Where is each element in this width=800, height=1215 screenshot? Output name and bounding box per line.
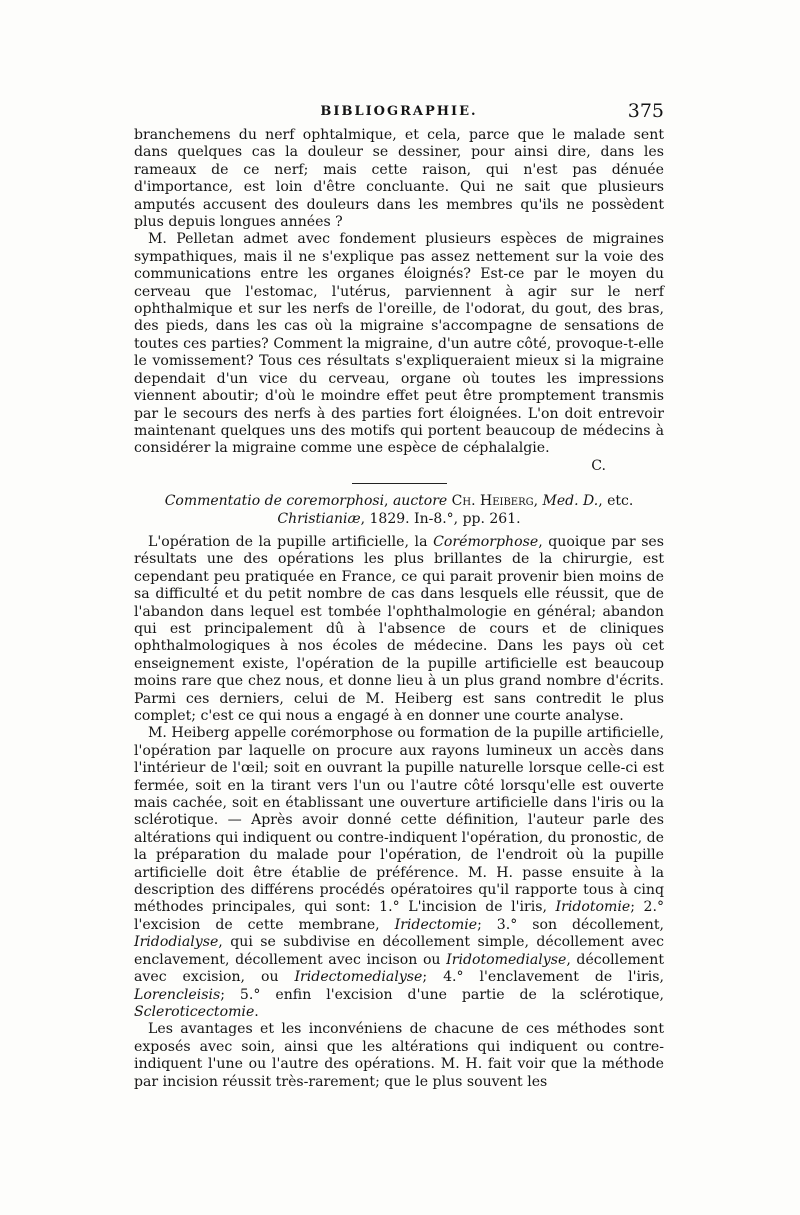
p4-o: . xyxy=(254,1003,259,1020)
paragraph-pelletan xyxy=(134,231,664,457)
bibliographic-entry xyxy=(134,493,664,528)
review-signature: C. xyxy=(591,457,606,474)
bib-sep2: , xyxy=(533,493,543,510)
page-number: 375 xyxy=(627,100,664,122)
paragraph-heiberg xyxy=(134,725,664,1021)
p4-m: ; 5.° enfin l'excision d'une partie de la sclérotique, xyxy=(220,986,664,1003)
p4-term-iridotomie: Iridotomie xyxy=(555,899,631,916)
bib-auctore: auctore xyxy=(392,493,448,510)
p3-term: Corémorphose xyxy=(433,533,539,550)
bib-degree: Med. D. xyxy=(542,493,599,510)
p4-term-scleroticectomie: Scleroticectomie xyxy=(134,1003,255,1020)
p4-term-iridectomedialyse: Iridectomedialyse xyxy=(294,969,423,986)
p4-term-iridotomedialyse: Iridotomedialyse xyxy=(446,951,567,968)
p3-c: , quoique par ses résultats une des opérations les plus brillantes de la chirurgie, est cependant peu pratiquée en France, ce qui parait provenir bien moins de sa difficulté et du petit nombre de cas dans lesquels elle réussit, que de l'abandon dans lequel est tombée l'ophthalmologie en général; abandon qui est principalement dû à l'absence de cours et de cliniques ophthalmologiques à nos écoles de médecine. Dans les pays où cet enseignement existe, l'opération de la pupille artificielle est beaucoup moins rare que chez nous, et donne lieu à un plus grand nombre d'écrits. Parmi ces derniers, celui de M. Heiberg est sans contredit le plus complet; c'est ce qui nous a engagé à en donner une courte analyse. xyxy=(134,533,665,724)
p4-a: M. Heiberg appelle corémorphose ou formation de la pupille artificielle, l'opération par laquelle on procure aux rayons lumineux un accès dans l'intérieur de l'œil; soit en ouvrant la pupille naturelle lorsque celle-ci est fermée, soit en la tirant vers l'un ou l'autre côté lorsqu'elle est ouverte mais cachée, soit en établissant une ouverture artificielle dans l'iris ou la sclérotique. — Après avoir donné cette définition, l'auteur parle des altérations qui indiquent ou contre-indiquent l'opération, du pronostic, de la préparation du malade pour l'opération, de l'endroit où la pupille artificielle doit être établie de préférence. M. H. passe ensuite à la description des différens procédés opératoires qu'il rapporte tous à cinq méthodes principales, qui sont: 1.° L'incision de l'iris, xyxy=(134,725,664,916)
bib-title: Commentatio de coremorphosi xyxy=(164,493,385,510)
running-head xyxy=(134,100,664,124)
bib-sep3: , etc. xyxy=(598,493,634,510)
bib-details: , 1829. In-8.°, pp. 261. xyxy=(360,510,521,527)
p4-c: ; 2.° l'excision de cette membrane, xyxy=(134,899,664,933)
p4-term-iridectomie: Iridectomie xyxy=(394,916,478,933)
p4-term-iridodialyse: Iridodialyse xyxy=(134,934,219,951)
bib-author: Ch. Heiberg xyxy=(447,493,534,510)
paragraph-continuation: branchemens du nerf ophtalmique, et cela, parce que le malade sent dans quelques cas la douleur se dessiner, pour ainsi dire, dans les rameaux de ce nerf; mais cette raison, qui n'est pas dénuée d'importance, est loin d'être concluante. Qui ne sait que plusieurs amputés accusent des douleurs dans les membres qu'ils ne possèdent plus depuis longues années ? xyxy=(134,127,664,231)
bib-sep1: , xyxy=(384,493,393,510)
paragraph-avantages: Les avantages et les inconvéniens de chacune de ces méthodes sont exposés avec soin, ainsi que les altérations qui indiquent ou contre-indiquent l'une ou l'autre des opérations. M. H. fait voir que la méthode par incision réussit très-rarement; que le plus souvent les xyxy=(134,1021,664,1090)
p4-e: ; 3.° son décollement, xyxy=(477,916,665,933)
p4-i: , décollement avec excision, ou xyxy=(134,951,664,986)
bib-place: Christianiæ xyxy=(277,510,361,527)
p4-g: , qui se subdivise en décollement simple, décollement avec enclavement, décollement avec incison ou xyxy=(134,934,664,968)
p4-term-lorencleisis: Lorencleisis xyxy=(134,986,221,1003)
p3-a: L'opération de la pupille artificielle, la xyxy=(148,533,434,550)
section-divider xyxy=(352,483,447,484)
body-text xyxy=(134,127,664,1091)
paragraph-pelletan-text: M. Pelletan admet avec fondement plusieurs espèces de migraines sympathiques, mais il ne s'explique pas assez nettement sur la voie des communications entre les organes éloignés? Est-ce par le moyen du cerveau que l'estomac, l'utérus, parviennent à agir sur le nerf ophthalmique et sur les nerfs de l'oreille, de l'odorat, du gout, des bras, des pieds, dans les cas où la migraine s'accompagne de sensations de toutes ces parties? Comment la migraine, d'un autre côté, provoque-t-elle le vomissement? Tous ces résultats s'expliqueraient mieux si la migraine dependait d'un vice du cerveau, organe où toutes les impressions viennent aboutir; d'où le moindre effet peut être promptement transmis par le secours des nerfs à des parties fort éloignées. L'on doit entrevoir maintenant quelques uns des motifs qui portent beaucoup de médecins à considérer la migraine comme une espèce de céphalalgie. xyxy=(134,231,664,457)
p4-k: ; 4.° l'enclavement de l'iris, xyxy=(422,969,664,986)
paragraph-coremorphose xyxy=(134,534,664,725)
running-head-title: BIBLIOGRAPHIE. xyxy=(320,104,478,119)
